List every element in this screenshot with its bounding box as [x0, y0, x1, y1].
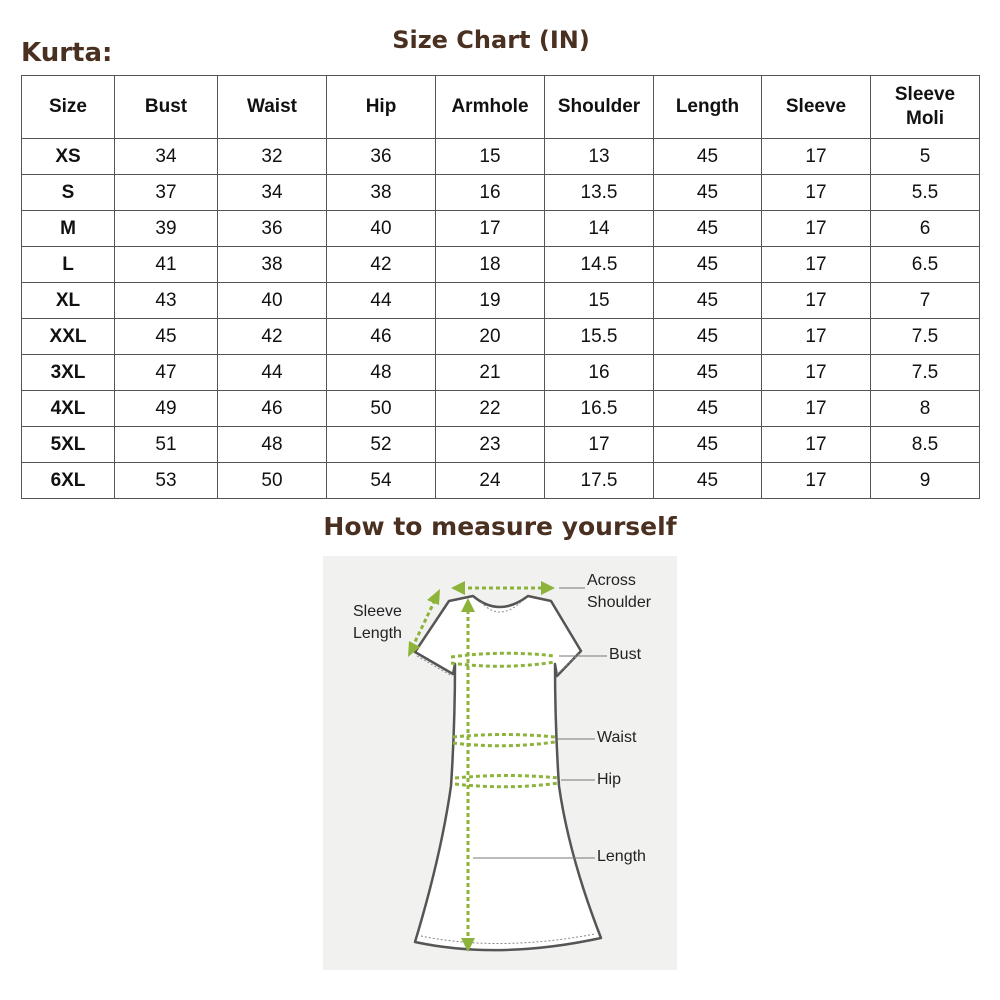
measurement-cell: 45 — [654, 427, 762, 463]
size-chart-table — [21, 75, 980, 499]
table-row — [22, 355, 980, 391]
size-cell: XXL — [22, 319, 115, 355]
measurement-cell: 38 — [327, 175, 436, 211]
column-header: Sleeve — [762, 76, 871, 139]
measurement-cell: 21 — [436, 355, 545, 391]
measurement-cell: 17 — [762, 355, 871, 391]
chart-title: Size Chart (IN) — [392, 26, 590, 54]
measurement-cell: 17 — [545, 427, 654, 463]
table-row — [22, 319, 980, 355]
measurement-cell: 5 — [871, 139, 980, 175]
size-cell: L — [22, 247, 115, 283]
measurement-cell: 17 — [762, 463, 871, 499]
measurement-cell: 50 — [218, 463, 327, 499]
measurement-cell: 15 — [436, 139, 545, 175]
measurement-cell: 15 — [545, 283, 654, 319]
measurement-cell: 44 — [327, 283, 436, 319]
size-cell: XL — [22, 283, 115, 319]
measurement-cell: 6 — [871, 211, 980, 247]
measurement-cell: 44 — [218, 355, 327, 391]
measurement-cell: 45 — [654, 247, 762, 283]
column-header: Size — [22, 76, 115, 139]
measurement-cell: 48 — [218, 427, 327, 463]
across-shoulder-label-line2: Shoulder — [587, 594, 652, 611]
bust-label: Bust — [609, 646, 642, 663]
measurement-cell: 9 — [871, 463, 980, 499]
sleeve-length-label-line1: Sleeve — [353, 603, 402, 620]
measurement-cell: 36 — [218, 211, 327, 247]
table-row — [22, 247, 980, 283]
measurement-cell: 17.5 — [545, 463, 654, 499]
measurement-cell: 17 — [436, 211, 545, 247]
measurement-cell: 45 — [115, 319, 218, 355]
size-cell: 4XL — [22, 391, 115, 427]
measurement-cell: 39 — [115, 211, 218, 247]
measurement-cell: 16 — [545, 355, 654, 391]
size-cell: XS — [22, 139, 115, 175]
table-row — [22, 283, 980, 319]
table-header-row — [22, 76, 980, 139]
measurement-cell: 24 — [436, 463, 545, 499]
table-row — [22, 427, 980, 463]
size-cell: S — [22, 175, 115, 211]
measurement-cell: 17 — [762, 211, 871, 247]
across-shoulder-label-line1: Across — [587, 572, 636, 589]
measurement-cell: 8 — [871, 391, 980, 427]
size-cell: 3XL — [22, 355, 115, 391]
measurement-cell: 45 — [654, 139, 762, 175]
measurement-cell: 34 — [115, 139, 218, 175]
measurement-cell: 51 — [115, 427, 218, 463]
measurement-cell: 17 — [762, 391, 871, 427]
measurement-cell: 20 — [436, 319, 545, 355]
measurement-cell: 40 — [327, 211, 436, 247]
measurement-cell: 45 — [654, 355, 762, 391]
measurement-cell: 6.5 — [871, 247, 980, 283]
hip-label: Hip — [597, 771, 622, 788]
column-header: Hip — [327, 76, 436, 139]
length-label: Length — [597, 848, 646, 865]
column-header: Armhole — [436, 76, 545, 139]
column-header: Sleeve Moli — [871, 76, 980, 139]
column-header: Shoulder — [545, 76, 654, 139]
measurement-cell: 18 — [436, 247, 545, 283]
dress-outline — [415, 596, 601, 950]
measurement-cell: 41 — [115, 247, 218, 283]
measurement-cell: 17 — [762, 283, 871, 319]
measurement-diagram — [323, 556, 677, 970]
measurement-cell: 45 — [654, 175, 762, 211]
measurement-cell: 46 — [218, 391, 327, 427]
measurement-cell: 42 — [218, 319, 327, 355]
measurement-cell: 49 — [115, 391, 218, 427]
measurement-cell: 53 — [115, 463, 218, 499]
measurement-cell: 45 — [654, 391, 762, 427]
table-row — [22, 463, 980, 499]
measurement-cell: 22 — [436, 391, 545, 427]
measurement-cell: 8.5 — [871, 427, 980, 463]
table-row — [22, 175, 980, 211]
column-header: Waist — [218, 76, 327, 139]
section-label: Kurta: — [21, 38, 113, 68]
measurement-cell: 14.5 — [545, 247, 654, 283]
table-row — [22, 391, 980, 427]
measurement-cell: 37 — [115, 175, 218, 211]
measurement-cell: 13.5 — [545, 175, 654, 211]
measurement-cell: 7.5 — [871, 319, 980, 355]
size-cell: 5XL — [22, 427, 115, 463]
table-row — [22, 211, 980, 247]
measurement-cell: 5.5 — [871, 175, 980, 211]
across-shoulder-measure — [451, 581, 555, 595]
table-body — [22, 139, 980, 499]
measure-title: How to measure yourself — [323, 512, 677, 541]
dress-illustration — [323, 556, 677, 970]
measurement-cell: 17 — [762, 319, 871, 355]
measurement-cell: 16.5 — [545, 391, 654, 427]
measurement-cell: 43 — [115, 283, 218, 319]
measurement-cell: 16 — [436, 175, 545, 211]
measurement-cell: 17 — [762, 247, 871, 283]
measurement-cell: 32 — [218, 139, 327, 175]
measurement-cell: 45 — [654, 319, 762, 355]
measurement-cell: 47 — [115, 355, 218, 391]
measurement-cell: 17 — [762, 427, 871, 463]
measurement-cell: 36 — [327, 139, 436, 175]
column-header: Bust — [115, 76, 218, 139]
measurement-cell: 23 — [436, 427, 545, 463]
measurement-cell: 48 — [327, 355, 436, 391]
measurement-cell: 38 — [218, 247, 327, 283]
measurement-cell: 42 — [327, 247, 436, 283]
table-row — [22, 139, 980, 175]
measurement-cell: 7 — [871, 283, 980, 319]
size-cell: 6XL — [22, 463, 115, 499]
size-cell: M — [22, 211, 115, 247]
waist-label: Waist — [597, 729, 637, 746]
measurement-cell: 17 — [762, 175, 871, 211]
measurement-cell: 7.5 — [871, 355, 980, 391]
measurement-cell: 13 — [545, 139, 654, 175]
measurement-cell: 52 — [327, 427, 436, 463]
measurement-cell: 45 — [654, 463, 762, 499]
measurement-cell: 17 — [762, 139, 871, 175]
measurement-cell: 45 — [654, 283, 762, 319]
measurement-cell: 15.5 — [545, 319, 654, 355]
measurement-cell: 50 — [327, 391, 436, 427]
measurement-cell: 40 — [218, 283, 327, 319]
measurement-cell: 46 — [327, 319, 436, 355]
measurement-cell: 34 — [218, 175, 327, 211]
measurement-cell: 14 — [545, 211, 654, 247]
column-header: Length — [654, 76, 762, 139]
measurement-cell: 45 — [654, 211, 762, 247]
measurement-cell: 54 — [327, 463, 436, 499]
sleeve-length-label-line2: Length — [353, 625, 402, 642]
measurement-cell: 19 — [436, 283, 545, 319]
